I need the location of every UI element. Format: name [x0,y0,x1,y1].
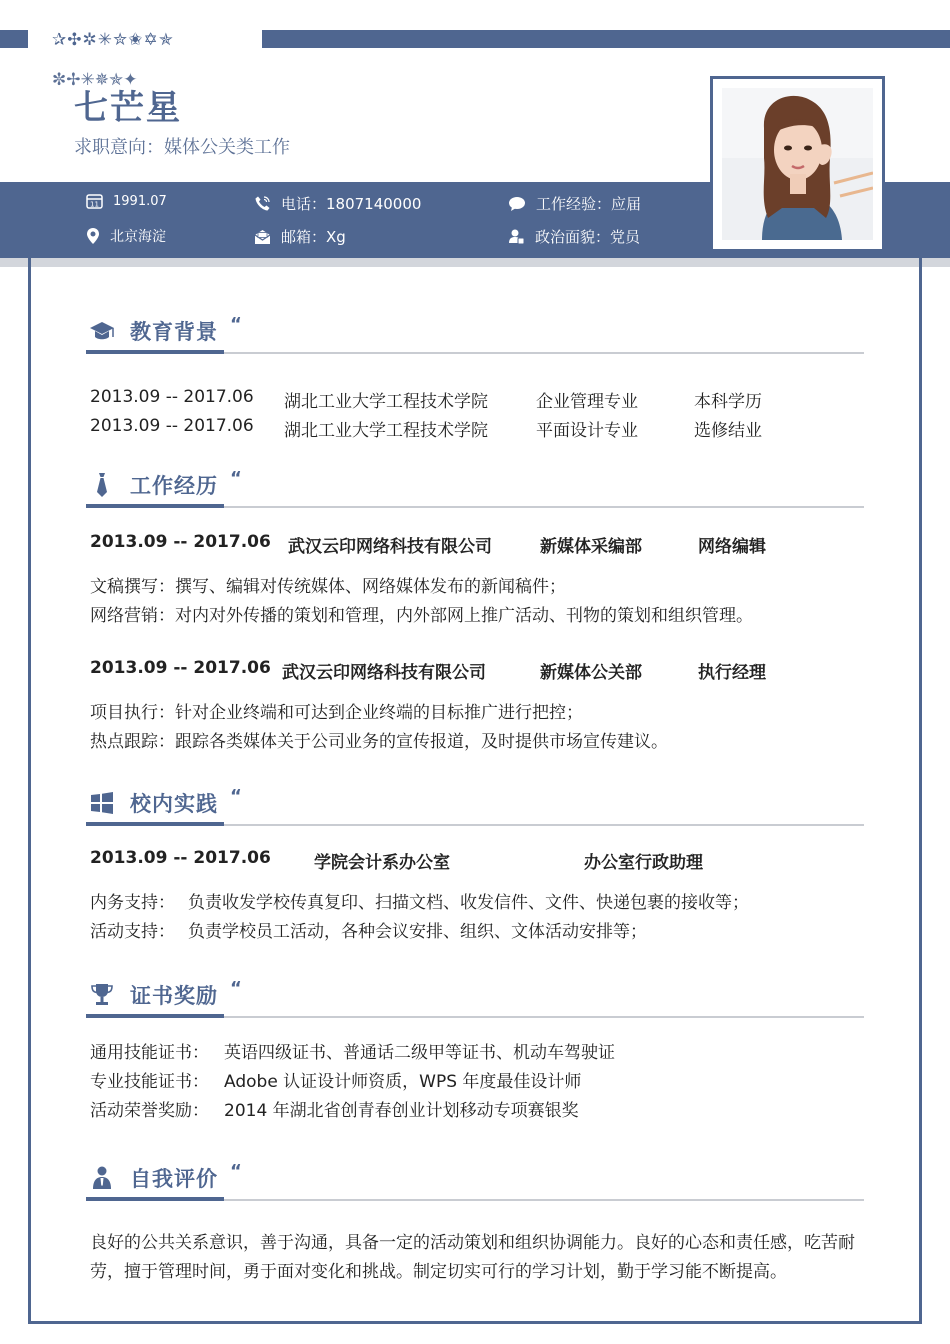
section-underline [86,1014,224,1018]
job-company: 武汉云印网络科技有限公司 [282,663,486,683]
job-role: 执行经理 [698,663,766,683]
section-underline [86,350,224,354]
user-badge-icon [508,228,525,245]
job-company: 武汉云印网络科技有限公司 [288,537,492,557]
job-intent-label: 求职意向： [74,137,164,158]
phone: 电话：1807140000 [281,195,422,213]
section-underline [86,1197,224,1201]
birth-info [86,193,167,209]
award-text: 英语四级证书、普通话二级甲等证书、机动车驾驶证 [224,1043,615,1063]
experience: 工作经验：应届 [536,195,642,213]
windows-grid-icon [88,790,116,816]
section-underline [86,504,224,508]
phone-info [254,193,421,214]
section-awards [86,980,864,1014]
profile-photo-frame [710,76,885,252]
edu-major: 企业管理专业 [536,392,638,412]
practice-org: 学院会计系办公室 [314,853,450,873]
email-info [254,226,346,247]
birth-date: 1991.07 [113,193,167,209]
section-education [86,316,864,350]
job-intent-value: 媒体公关类工作 [164,137,290,158]
practice-line [90,917,647,942]
job-duty-line: 项目执行：针对企业终端和可达到企业终端的目标推广进行把控； [90,703,583,723]
trophy-icon [88,982,116,1008]
job-duty-line: 热点跟踪：跟踪各类媒体关于公司业务的宣传报道，及时提供市场宣传建议。 [90,732,668,752]
self-evaluation-text: 良好的公共关系意识，善于沟通，具备一定的活动策划和组织协调能力。良好的心态和责任感，吃苦耐劳，擅于管理时间，勇于面对变化和挑战。制定切实可行的学习计划，勤于学习能不断提高。 [90,1233,855,1282]
award-line [90,1096,579,1121]
job-department: 新媒体采编部 [540,537,642,557]
job-date: 2013.09 -- 2017.06 [90,658,271,678]
practice-line-label: 内务支持： [90,893,175,913]
location-pin-icon [86,227,100,245]
necktie-icon [88,472,116,498]
section-title: 证书奖励 [130,984,218,1008]
job-date: 2013.09 -- 2017.06 [90,532,271,552]
user-icon [88,1165,116,1191]
job-role: 网络编辑 [698,537,766,557]
section-underline [86,822,224,826]
award-label: 通用技能证书： [90,1043,209,1063]
phone-icon [254,195,271,212]
job-duty-line: 网络营销：对内对外传播的策划和管理，内外部网上推广活动、刊物的策划和组织管理。 [90,606,753,626]
practice-line-label: 活动支持： [90,922,175,942]
section-title: 工作经历 [130,474,218,498]
political-status: 政治面貌：党员 [535,228,641,246]
practice-line-text: 负责学校员工活动，各种会议安排、组织、文体活动安排等； [188,922,647,942]
award-text: Adobe 认证设计师资质，WPS 年度最佳设计师 [224,1072,582,1092]
section-title: 校内实践 [130,792,218,816]
section-quote-mark: “ [230,978,242,999]
award-text: 2014 年湖北省创青春创业计划移动专项赛银奖 [224,1101,579,1121]
decorative-stars-name: ✼✢✳✵✯✦ [52,70,138,90]
award-label: 专业技能证书： [90,1072,209,1092]
address: 北京海淀 [110,229,166,245]
section-quote-mark: “ [230,468,242,489]
section-quote-mark: “ [230,1161,242,1182]
decorative-stars-top: ✰✣✲✳✮✬✡✯ [52,30,174,50]
section-work [86,470,864,504]
section-title: 自我评价 [130,1167,218,1191]
practice-line [90,888,749,913]
job-duty-line: 文稿撰写：撰写、编辑对传统媒体、网络媒体发布的新闻稿件； [90,577,566,597]
edu-date: 2013.09 -- 2017.06 [90,416,254,436]
address-info [86,226,166,246]
edu-degree: 本科学历 [694,392,762,412]
portrait-illustration [722,88,873,240]
svg-text:11: 11 [90,200,99,209]
job-intent [74,133,290,159]
mail-icon [254,229,271,245]
award-line [90,1038,615,1063]
section-quote-mark: “ [230,786,242,807]
award-label: 活动荣誉奖励： [90,1101,209,1121]
experience-info [508,193,641,214]
chat-bubble-icon [508,196,526,212]
section-practice [86,788,864,822]
section-title: 教育背景 [130,320,218,344]
practice-date: 2013.09 -- 2017.06 [90,848,271,868]
top-bar-right [262,30,950,48]
award-line [90,1067,581,1092]
practice-role: 办公室行政助理 [584,853,703,873]
edu-major: 平面设计专业 [536,421,638,441]
email: 邮箱：Xg [281,228,346,246]
edu-degree: 选修结业 [694,421,762,441]
graduation-cap-icon [88,318,116,344]
edu-school: 湖北工业大学工程技术学院 [284,392,488,412]
candidate-name: 七芒星 [74,88,182,128]
calendar-icon [86,193,103,209]
practice-line-text: 负责收发学校传真复印、扫描文档、收发信件、文件、快递包裹的接收等； [188,893,749,913]
edu-school: 湖北工业大学工程技术学院 [284,421,488,441]
job-department: 新媒体公关部 [540,663,642,683]
profile-photo [722,88,873,240]
section-quote-mark: “ [230,314,242,335]
section-self-evaluation [86,1163,864,1197]
top-bar-left [0,30,28,48]
political-info [508,226,640,247]
edu-date: 2013.09 -- 2017.06 [90,387,254,407]
